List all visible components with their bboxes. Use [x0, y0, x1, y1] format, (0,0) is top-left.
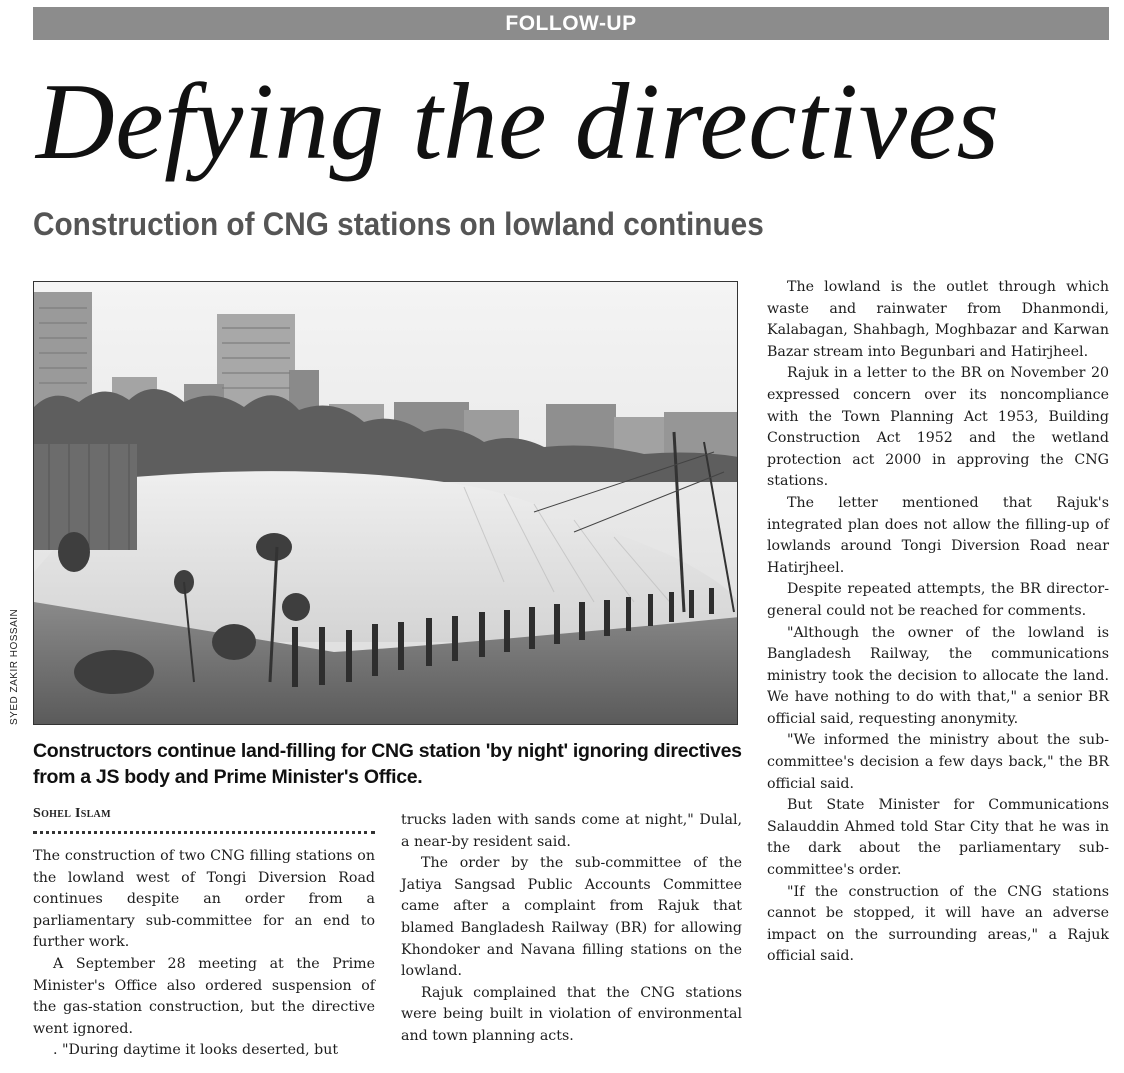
paragraph: Rajuk in a letter to the BR on November 20 expressed concern over its noncompliance with the Town Planning Act 1953, Building Construction Act 1952 and the wetland protection act 2000 in approving the CNG stations. — [767, 365, 1109, 490]
subheadline: Construction of CNG stations on lowland continues — [33, 206, 764, 242]
paragraph: But State Minister for Communications Salauddin Ahmed told Star City that he was in the dark about the parliamentary sub-committee's order. — [767, 797, 1109, 879]
paragraph: Despite repeated attempts, the BR director-general could not be reached for comments. — [767, 581, 1109, 619]
paragraph: Rajuk complained that the CNG stations were being built in violation of environmental and town planning acts. — [401, 984, 742, 1044]
paragraph: "If the construction of the CNG stations cannot be stopped, it will have an adverse impact on the surrounding areas," a Rajuk official said. — [767, 883, 1109, 965]
byline-name: Sohel Islam — [33, 806, 111, 821]
paragraph: "We informed the ministry about the sub-committee's decision a few days back," the BR official said. — [767, 732, 1109, 792]
article-column-1 — [33, 846, 375, 1062]
article-column-3 — [767, 277, 1109, 968]
news-photo — [33, 281, 738, 725]
section-banner — [33, 7, 1109, 40]
paragraph: The construction of two CNG filling stations on the lowland west of Tongi Diversion Road continues despite an order from a parliamentary sub-committee for an end to further work. — [33, 848, 375, 951]
paragraph: The letter mentioned that Rajuk's integrated plan does not allow the filling-up of lowlands around Tongi Diversion Road near Hatirjheel. — [767, 494, 1109, 576]
photo-caption: Constructors continue land-filling for CNG station 'by night' ignoring directives from a JS body and Prime Minister's Office. — [33, 740, 742, 788]
byline-divider — [33, 831, 375, 834]
headline: Defying the directives — [36, 61, 1000, 182]
paragraph: . "During daytime it looks deserted, but — [53, 1042, 339, 1059]
article-column-2 — [401, 810, 742, 1048]
paragraph: The lowland is the outlet through which waste and rainwater from Dhanmondi, Kalabagan, Shahbagh, Moghbazar and Karwan Bazar stream into Begunbari and Hatirjheel. — [767, 279, 1109, 360]
paragraph: "Although the owner of the lowland is Bangladesh Railway, the communications ministry took the decision to allocate the land. We have nothing to do with that," a senior BR official said, requesting anonymity. — [767, 624, 1109, 727]
paragraph: A September 28 meeting at the Prime Minister's Office also ordered suspension of the gas-station construction, but the directive went ignored. — [33, 955, 375, 1037]
photo-credit: SYED ZAKIR HOSSAIN — [9, 608, 20, 725]
section-label: FOLLOW-UP — [505, 11, 637, 35]
paragraph: The order by the sub-committee of the Jatiya Sangsad Public Accounts Committee came after a complaint from Rajuk that blamed Bangladesh Railway (BR) for allowing Khondoker and Navana filling stations on the lowland. — [401, 855, 742, 980]
paragraph: trucks laden with sands come at night," Dulal, a near-by resident said. — [401, 812, 742, 850]
byline — [33, 806, 111, 822]
